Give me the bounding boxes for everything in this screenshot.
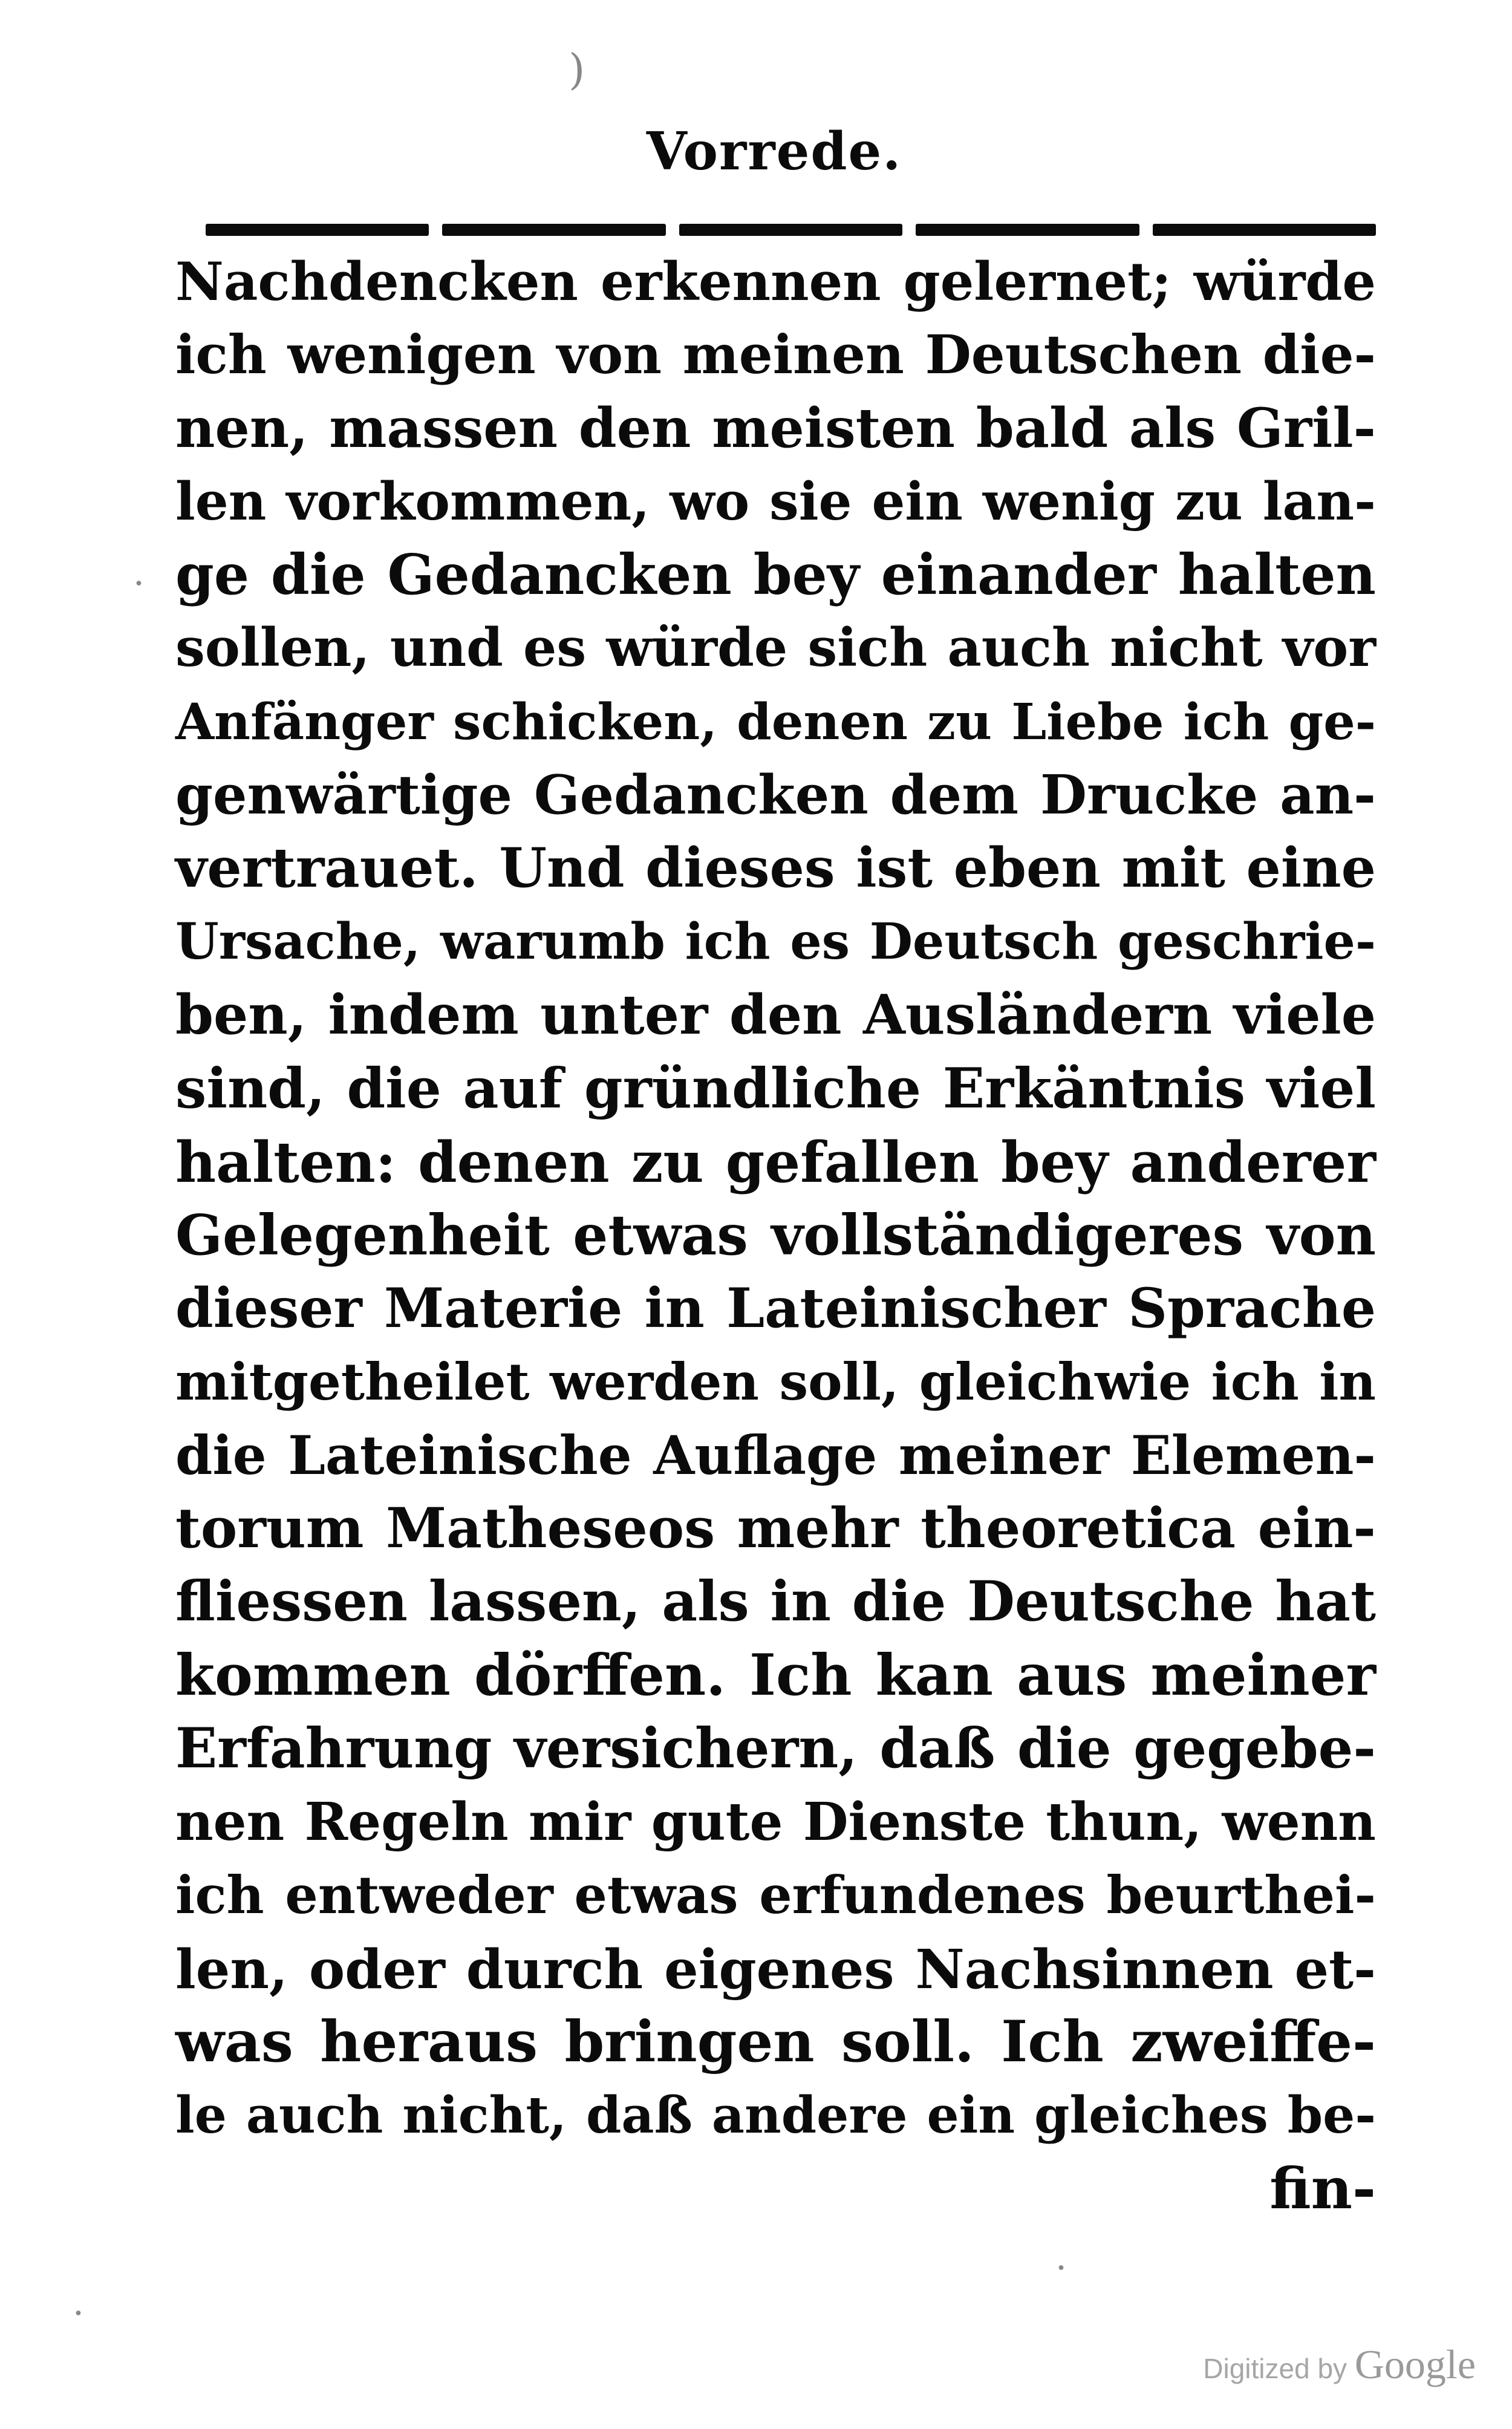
text-line: was heraus bringen soll. Ich zweiffe-: [175, 2009, 1376, 2076]
text-line: sind, die auf gründliche Erkäntnis viel: [175, 1055, 1376, 1121]
catchword: fin-: [1269, 2155, 1376, 2222]
text-line: ich entweder etwas erfundenes beurthei-: [175, 1865, 1376, 1926]
rule-segment: [206, 224, 429, 236]
watermark-prefix: Digitized by: [1203, 2353, 1347, 2384]
rule-segment: [1153, 224, 1376, 236]
text-line: vertrauet. Und dieses ist eben mit eine: [175, 836, 1376, 901]
text-line: sollen, und es würde sich auch nicht vor: [175, 617, 1376, 679]
rule-segment: [679, 224, 902, 236]
text-line: Ursache, warumb ich es Deutsch geschrie-: [175, 912, 1376, 971]
text-line: nen, massen den meisten bald als Gril-: [175, 396, 1376, 460]
text-line: halten: denen zu gefallen bey anderer: [175, 1129, 1376, 1195]
body-text: [175, 245, 1376, 2226]
margin-mark-top: ): [569, 45, 585, 94]
header-rule: [206, 224, 1376, 236]
text-line: nen Regeln mir gute Dienste thun, wenn: [175, 1792, 1376, 1853]
rule-segment: [916, 224, 1139, 236]
text-line: ben, indem unter den Ausländern viele: [175, 982, 1376, 1047]
rule-segment: [442, 224, 665, 236]
text-line: fliessen lassen, als in die Deutsche hat: [175, 1570, 1376, 1634]
text-line: torum Matheseos mehr theoretica ein-: [175, 1496, 1376, 1561]
text-line: le auch nicht, daß andere ein gleiches be-: [175, 2085, 1376, 2145]
digitized-watermark: [1203, 2341, 1476, 2388]
margin-mark-bottom: ·: [1055, 2247, 1067, 2289]
text-line: len, oder durch eigenes Nachsinnen et-: [175, 1937, 1376, 2001]
text-line: ich wenigen von meinen Deutschen die-: [175, 323, 1376, 386]
text-line: ge die Gedancken bey einander halten: [175, 542, 1376, 608]
text-line: kommen dörffen. Ich kan aus meiner: [175, 1642, 1376, 1709]
margin-mark-corner: ·: [73, 2292, 85, 2335]
running-header: Vorrede.: [646, 121, 902, 182]
text-line: Nachdencken erkennen gelernet; würde: [175, 250, 1376, 313]
text-line: Gelegenheit etwas vollständigeres von: [175, 1202, 1376, 1268]
text-line: mitgetheilet werden soll, gleichwie ich in: [175, 1352, 1376, 1412]
text-line: dieser Materie in Lateinischer Sprache: [175, 1277, 1376, 1341]
text-line: genwärtige Gedancken dem Drucke an-: [175, 763, 1376, 827]
margin-mark-left: ·: [133, 562, 145, 605]
text-line: Anfänger schicken, denen zu Liebe ich ge-: [175, 692, 1376, 751]
watermark-brand: Google: [1354, 2341, 1476, 2387]
text-line: die Lateinische Auflage meiner Elemen-: [175, 1424, 1376, 1487]
text-line: len vorkommen, wo sie ein wenig zu lan-: [175, 471, 1376, 532]
text-line: Erfahrung versichern, daß die gegebe-: [175, 1716, 1376, 1781]
